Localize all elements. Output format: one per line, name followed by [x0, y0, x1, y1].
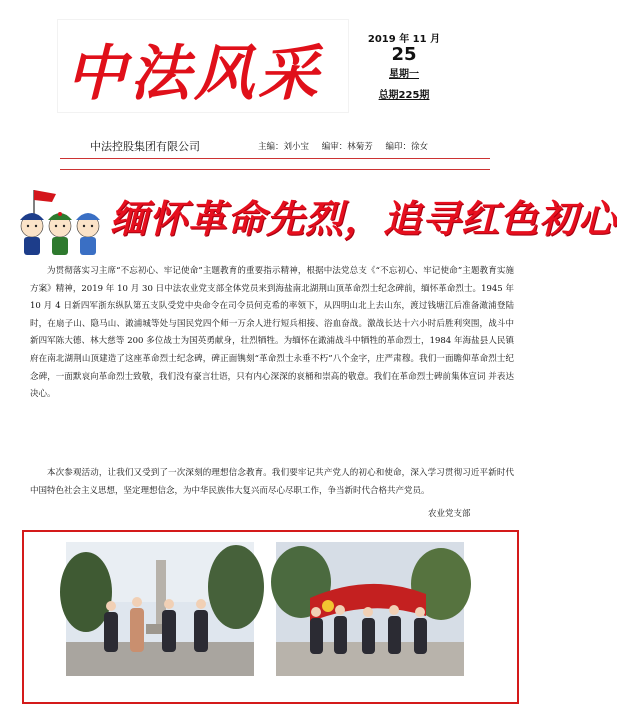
date-day: 25	[391, 44, 417, 65]
divider-bottom	[60, 169, 490, 170]
headline: 缅怀革命先烈，追寻红色初心	[110, 197, 617, 241]
article-paragraph: 为贯彻落实习主席“不忘初心、牢记使命”主题教育的重要指示精神，根据中法党总支《“不忘初心、牢记使命”主题教育实施方案》精神，2019 年 10 月 30 日中法农业党支部全体党员来到海盐南北湖荆山顶革命烈士纪念碑前，缅怀革命烈士。1945 年 10 月 4 日新四军浙东纵队第五支队受党中央命令在司令员何克希的率领下，从四明山北上去山东，渡过钱塘江后准备澉浦登陆时，在扇子山、隐马山、澉浦城等处与国民党四个师一万余人进行短兵相接、浴血奋战。激战长达十六小时后胜利突围，战斗中新四军陈大德、林大慈等 200 多位战士为国英勇献身，壮烈牺牲。为缅怀在澉浦战斗中牺牲的革命烈士，1984 年海盐县人民镇府在南北湖荆山顶建造了这座革命烈士纪念碑，碑正面镌刻“革命烈士永垂不朽”八个金字，庄严肃穆。我们一面瞻仰革命烈士纪念碑，一面默哀向革命烈士致敬，我们没有豪言壮语，只有内心深深的哀桶和崇高的敬意。我们在革命烈士碑前集体宣词 并表达决心。	[30, 266, 514, 400]
compiler: 编印：徐女	[385, 142, 428, 152]
masthead	[58, 20, 348, 112]
editor-credits	[258, 140, 438, 152]
date-year-month: 2019 年 11 月	[367, 34, 441, 45]
divider-top	[60, 158, 490, 159]
issue-number: 总期225期	[378, 90, 430, 101]
date-block	[358, 24, 450, 108]
byline: 农业党支部	[428, 509, 471, 519]
company-name: 中法控股集团有限公司	[90, 140, 200, 153]
chief-editor: 主编：刘小宝	[258, 142, 310, 152]
date-weekday: 星期一	[389, 69, 419, 80]
group-photo-monument	[66, 542, 254, 676]
reviewer: 编审：林菊芳	[321, 142, 373, 152]
masthead-title: 中法风采	[66, 39, 322, 109]
group-photo-memorial	[276, 542, 464, 676]
article-paragraph: 本次参观活动，让我们又受到了一次深刻的理想信念教育。我们要牢记共产党人的初心和使命，深入学习贯彻习近平新时代中国特色社会主义思想，坚定理想信念，为中华民族伟大复兴而尽心尽职工作，争当新时代合格共产党员。	[30, 468, 514, 496]
mascot-icon	[12, 186, 108, 262]
